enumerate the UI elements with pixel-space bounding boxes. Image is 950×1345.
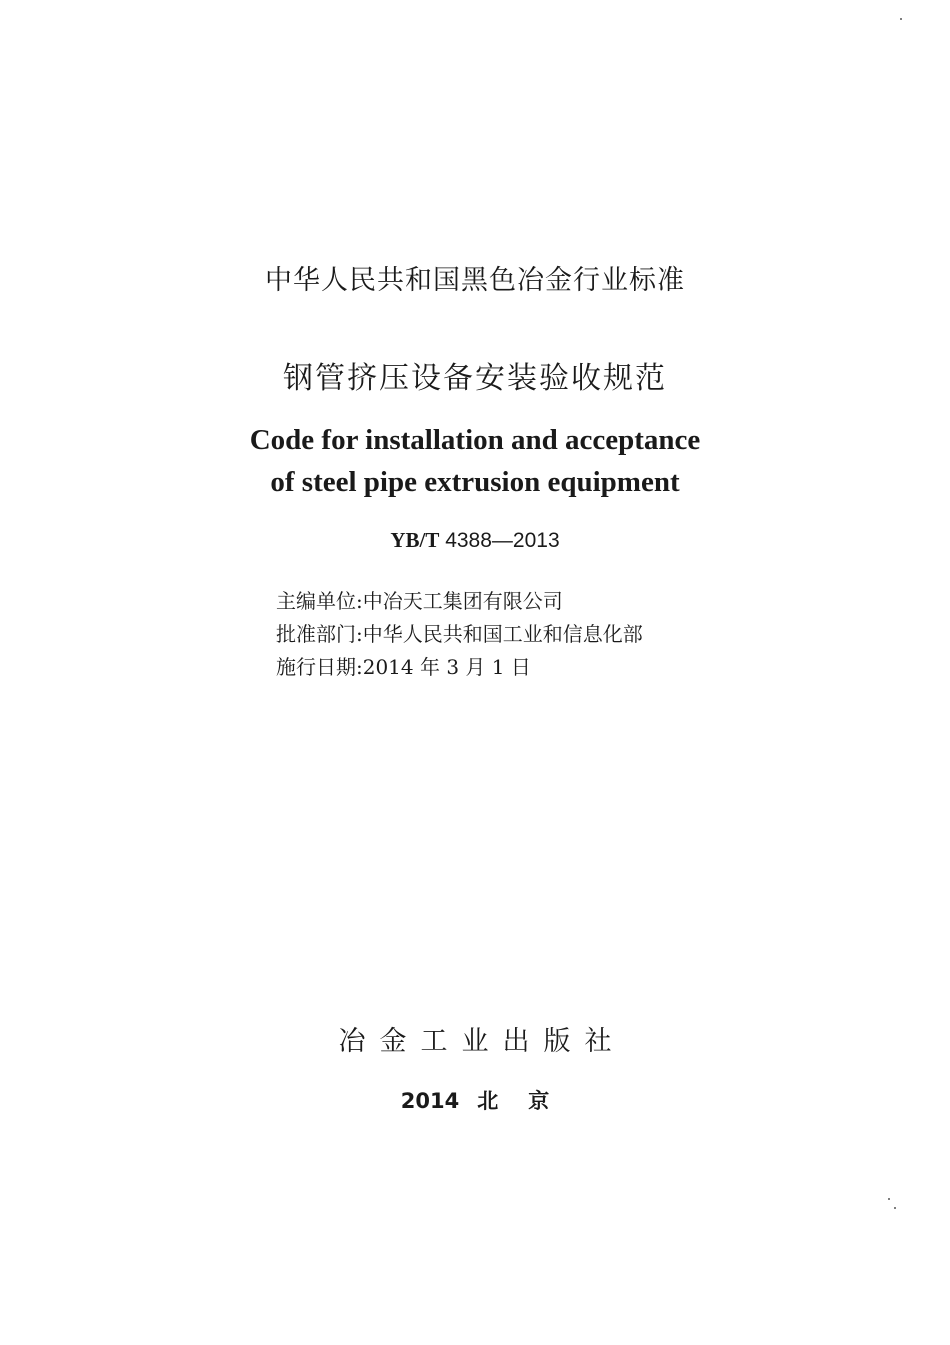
scan-speck — [894, 1207, 896, 1209]
chief-editor-unit: 主编单位:中冶天工集团有限公司 — [276, 589, 563, 613]
publication-city-char-2: 京 — [528, 1089, 550, 1113]
english-title-line-1: Code for installation and acceptance — [249, 424, 701, 456]
publication-city-char-1: 北 — [477, 1089, 499, 1113]
english-title-line-2: of steel pipe extrusion equipment — [270, 466, 680, 498]
document-title-chinese: 钢管挤压设备安装验收规范 — [283, 361, 667, 396]
standard-prefix: YB/T — [390, 528, 440, 552]
standard-code: 4388—2013 — [439, 529, 560, 552]
document-info-block — [276, 585, 643, 684]
publication-year: 2014 — [400, 1089, 460, 1113]
standard-series-title: 中华人民共和国黑色冶金行业标准 — [265, 265, 685, 296]
approving-department: 批准部门:中华人民共和国工业和信息化部 — [276, 622, 643, 646]
standard-number — [0, 528, 950, 553]
document-title-english — [0, 419, 950, 503]
scan-speck — [888, 1198, 890, 1200]
publication-place — [0, 1085, 950, 1115]
publisher-name: 冶金工业出版社 — [338, 1026, 626, 1057]
effective-date: 施行日期:2014 年 3 月 1 日 — [276, 655, 531, 679]
scan-speck — [900, 18, 902, 20]
